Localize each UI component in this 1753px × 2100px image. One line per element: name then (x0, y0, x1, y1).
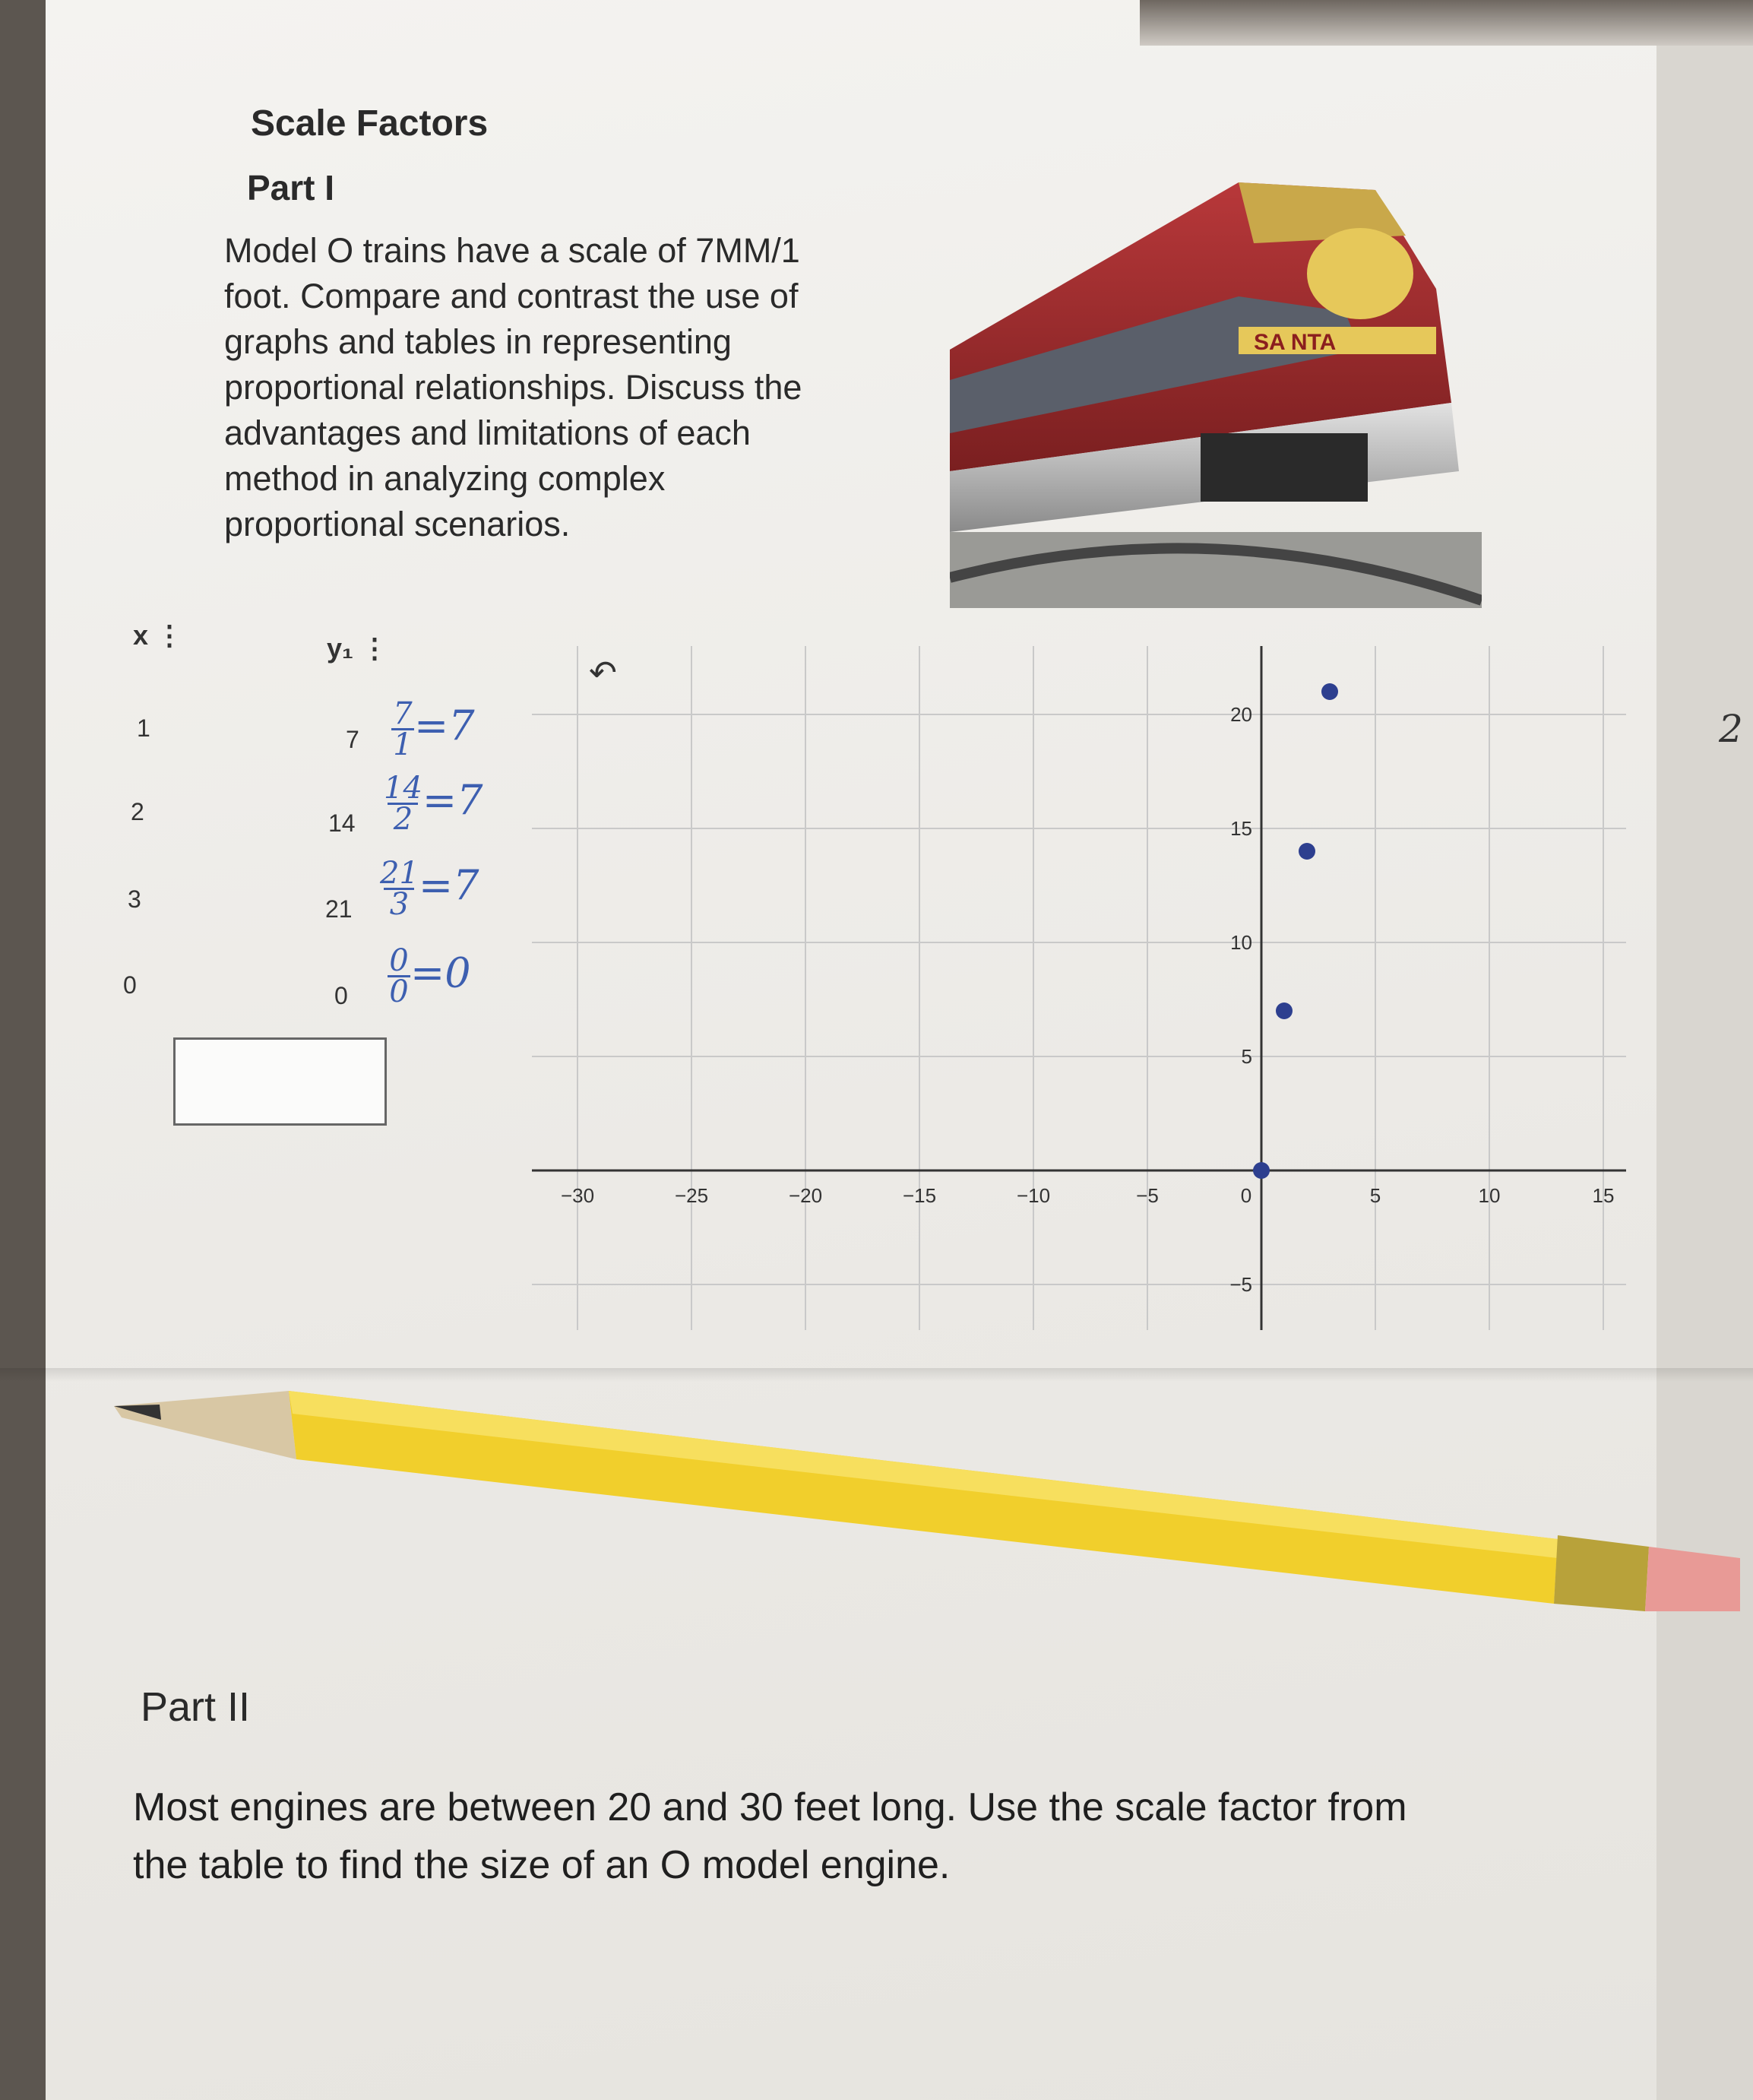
data-point (1321, 683, 1338, 700)
train-logo-text: SA NTA (1254, 330, 1337, 355)
question-line: Most engines are between 20 and 30 feet long. Use the scale factor from (133, 1785, 1407, 1829)
part-1-prompt (224, 228, 908, 547)
worksheet-title: Scale Factors (251, 103, 489, 144)
shadow (1140, 0, 1753, 46)
x-tick-label: 15 (1592, 1184, 1615, 1207)
pencil-image (114, 1383, 1748, 1626)
new-row-input[interactable] (173, 1037, 387, 1126)
coordinate-graph[interactable] (517, 631, 1641, 1345)
y-tick-label: 15 (1230, 817, 1252, 840)
table-cell-y[interactable]: 21 (325, 895, 353, 923)
x-tick-label: −10 (1016, 1184, 1051, 1207)
part-2-question (133, 1779, 1577, 1894)
table-cell-y[interactable]: 7 (346, 726, 359, 753)
y-tick-label: −5 (1229, 1273, 1252, 1296)
y-header-label: y₁ (327, 632, 353, 664)
data-point (1253, 1162, 1270, 1179)
x-tick-label: −5 (1136, 1184, 1159, 1207)
x-tick-label: −30 (560, 1184, 595, 1207)
column-menu-icon[interactable]: ⋮ (156, 619, 184, 651)
prompt-line: proportional relationships. Discuss the (224, 368, 802, 407)
prompt-line: foot. Compare and contrast the use of (224, 277, 799, 315)
x-tick-label: −25 (674, 1184, 709, 1207)
x-tick-label: −15 (902, 1184, 937, 1207)
note-numerator: 7 (393, 696, 413, 731)
x-tick-label: 5 (1369, 1184, 1381, 1207)
train-locomotive-image (950, 152, 1482, 608)
page-edge-mark: 2 (1719, 707, 1743, 751)
table-cell-x[interactable]: 0 (123, 971, 137, 999)
x-column-header[interactable] (133, 619, 183, 651)
handwritten-note (380, 856, 479, 922)
prompt-line: advantages and limitations of each (224, 413, 751, 452)
table-cell-x[interactable]: 2 (131, 798, 144, 825)
part-2-heading: Part II (141, 1684, 251, 1730)
table-cell-y[interactable]: 0 (334, 982, 348, 1009)
note-denominator: 3 (384, 888, 414, 919)
x-tick-label: 10 (1478, 1184, 1501, 1207)
note-result: =7 (414, 702, 475, 750)
note-denominator: 1 (391, 728, 414, 759)
undo-icon[interactable]: ↶ (589, 654, 617, 692)
note-numerator: 14 (384, 771, 422, 806)
part-1-heading: Part I (247, 168, 335, 207)
note-denominator: 2 (388, 803, 418, 834)
prompt-line: graphs and tables in representing (224, 322, 732, 361)
note-numerator: 21 (380, 856, 419, 891)
prompt-line: proportional scenarios. (224, 505, 571, 543)
y-tick-label: 5 (1241, 1045, 1252, 1068)
handwritten-note (391, 696, 475, 762)
x-tick-label: −20 (788, 1184, 823, 1207)
note-result: =7 (422, 776, 483, 825)
y-tick-label: 10 (1230, 931, 1252, 954)
handwritten-note (384, 771, 483, 837)
table-cell-x[interactable]: 3 (128, 885, 141, 913)
y-tick-label: 20 (1230, 703, 1252, 726)
data-point (1276, 1002, 1293, 1019)
desk-background (1656, 0, 1753, 2100)
note-numerator: 0 (389, 943, 409, 978)
x-tick-label: 0 (1240, 1184, 1252, 1207)
question-line: the table to find the size of an O model engine. (133, 1843, 951, 1887)
column-menu-icon[interactable]: ⋮ (360, 632, 388, 664)
note-denominator: 0 (388, 975, 410, 1006)
prompt-line: Model O trains have a scale of 7MM/1 (224, 231, 800, 270)
handwritten-note (388, 943, 471, 1009)
data-point (1299, 843, 1315, 860)
note-result: =0 (410, 949, 471, 997)
paper-fold (0, 1368, 1753, 1382)
x-header-label: x (133, 619, 149, 651)
note-result: =7 (418, 861, 479, 910)
prompt-line: method in analyzing complex (224, 459, 666, 498)
table-cell-x[interactable]: 1 (137, 714, 150, 742)
table-cell-y[interactable]: 14 (328, 809, 356, 837)
y-column-header[interactable] (327, 632, 388, 664)
